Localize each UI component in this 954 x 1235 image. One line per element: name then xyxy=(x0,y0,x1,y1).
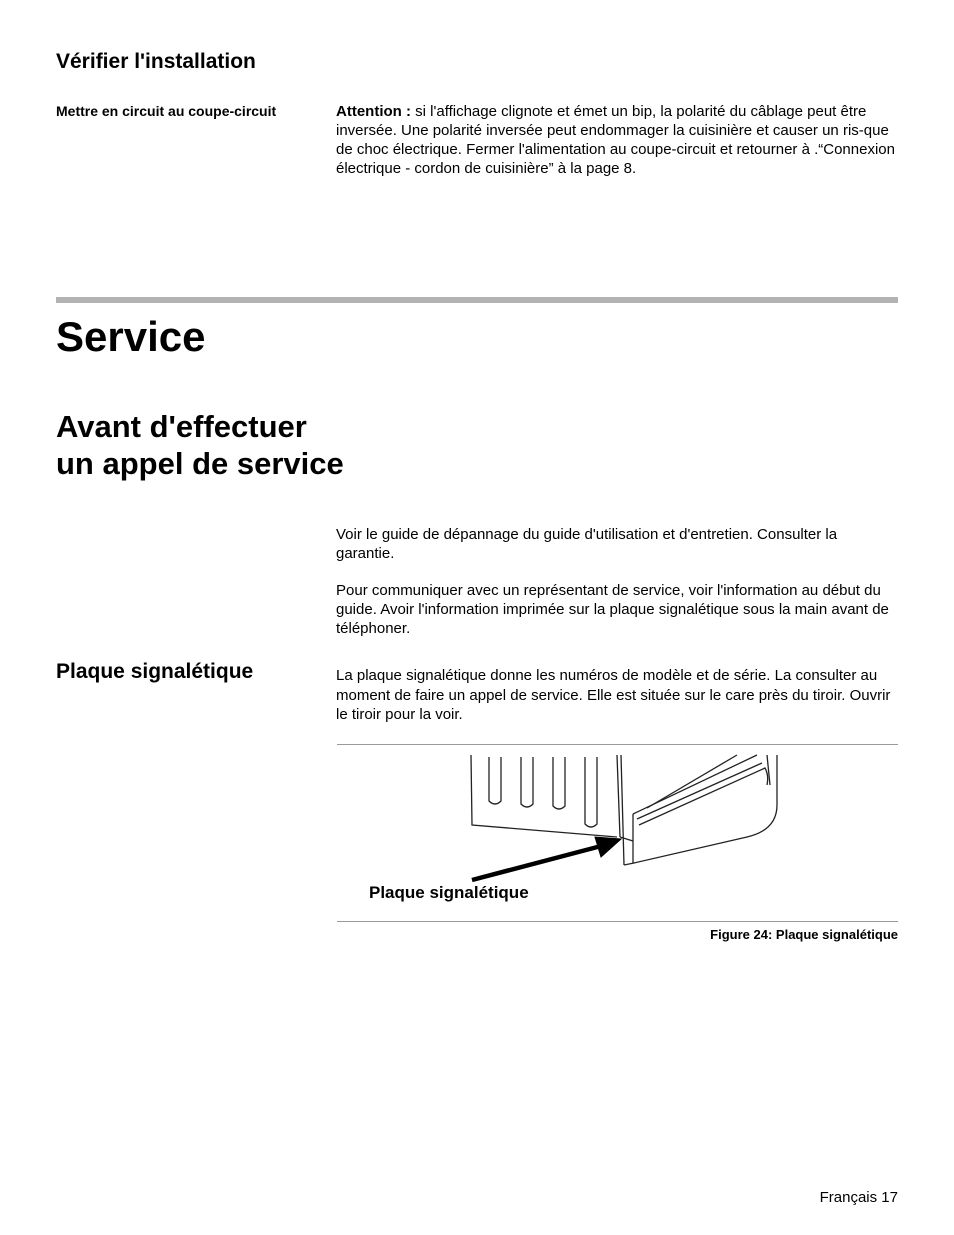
attention-paragraph xyxy=(336,102,898,178)
figure-caption: Figure 24: Plaque signalétique xyxy=(710,927,898,942)
figure-bottom-rule xyxy=(337,921,898,922)
range-body-lines xyxy=(471,755,777,865)
chapter-title: Service xyxy=(56,313,206,360)
attention-label: Attention : xyxy=(336,103,411,120)
section-heading-verify: Vérifier l'installation xyxy=(56,50,256,73)
section-divider xyxy=(56,297,898,303)
page-footer: Français 17 xyxy=(819,1189,898,1206)
section-heading-before-service xyxy=(56,408,344,482)
subtitle-line-1: Avant d'effectuer xyxy=(56,409,307,444)
attention-text: si l'affichage clignote et émet un bip, la polarité du câblage peut être inversée. Une polarité inversée peut endommager la cuisinière et causer un ris-que de choc électrique. Fermer l'alimentation au coupe-circuit et retourner à .“Connexion électrique - cordon de cuisinière” à la page 8. xyxy=(336,103,895,177)
rating-plate-arrow xyxy=(472,837,621,880)
paragraph-troubleshooting: Voir le guide de dépannage du guide d'utilisation et d'entretien. Consulter la garantie. xyxy=(336,526,838,562)
paragraph-rating-plate: La plaque signalétique donne les numéros de modèle et de série. La consulter au moment de faire un appel de service. Elle est située sur le care près du tiroir. Ouvrir le tiroir pour la voir. xyxy=(336,667,891,723)
section-heading-rating-plate: Plaque signalétique xyxy=(56,660,254,683)
paragraph-contact-service: Pour communiquer avec un représentant de service, voir l'information au début du guide. Avoir l'information imprimée sur la plaque signalétique sous la main avant de téléphoner. xyxy=(336,582,889,637)
figure-callout-label: Plaque signalétique xyxy=(369,883,529,902)
side-label-circuit-breaker: Mettre en circuit au coupe-circuit xyxy=(56,103,277,119)
subtitle-line-2: un appel de service xyxy=(56,446,344,481)
